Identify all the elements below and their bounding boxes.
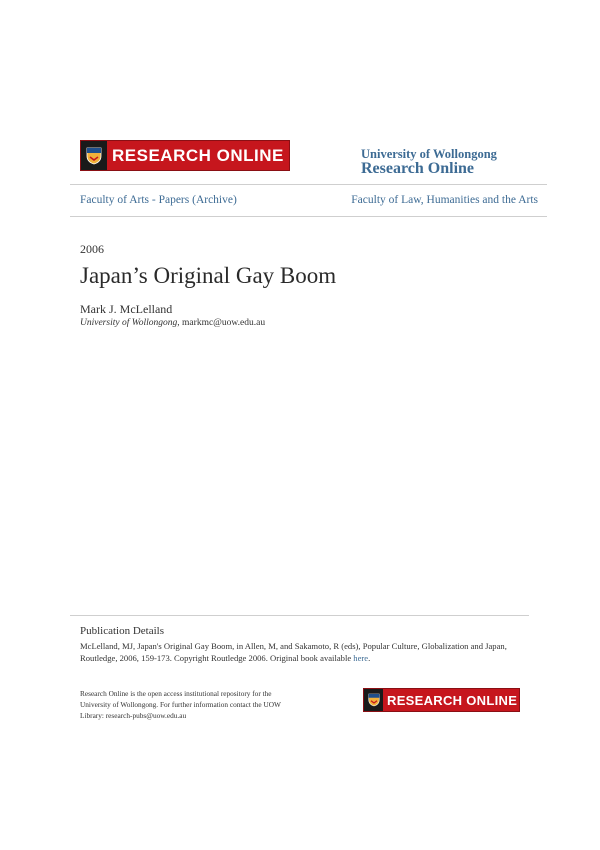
paper-title: Japan’s Original Gay Boom [80, 263, 337, 288]
footer-research-online-logo[interactable] [363, 688, 520, 712]
uow-crest-icon [81, 141, 107, 170]
footer-logo-text: RESEARCH ONLINE [387, 692, 518, 708]
divider [70, 184, 547, 185]
university-name: University of Wollongong [361, 147, 497, 161]
author-email: , markmc@uow.edu.au [177, 318, 266, 328]
publication-details-heading: Publication Details [80, 625, 165, 637]
faculty-arts-link[interactable]: Faculty of Arts - Papers (Archive) [80, 194, 237, 206]
publication-year: 2006 [80, 242, 104, 256]
footer-text: Research Online is the open access institutional repository for the University of Wollongong. For further information contact the UOW Library: research-pubs@uow.edu.au [80, 689, 281, 720]
book-link[interactable]: here [353, 653, 369, 663]
uow-crest-icon [364, 689, 383, 711]
research-online-logo[interactable] [80, 140, 290, 171]
author-name[interactable]: Mark J. McLelland [80, 302, 173, 316]
logo-text: RESEARCH ONLINE [112, 145, 284, 165]
affiliation-name: University of Wollongong [80, 318, 178, 328]
divider [70, 615, 529, 616]
publication-citation: McLelland, MJ, Japan's Original Gay Boom, in Allen, M, and Sakamoto, R (eds), Popular Culture, Globalization and Japan, Routledge, 2006, 159-173. Copyright Routledge 2006. Original book available [80, 641, 507, 663]
repository-name[interactable]: Research Online [361, 160, 475, 177]
divider [70, 216, 547, 217]
publication-details-text [80, 640, 525, 664]
citation-end: . [368, 653, 371, 663]
author-affiliation [80, 318, 265, 328]
faculty-law-link[interactable]: Faculty of Law, Humanities and the Arts [351, 194, 538, 206]
